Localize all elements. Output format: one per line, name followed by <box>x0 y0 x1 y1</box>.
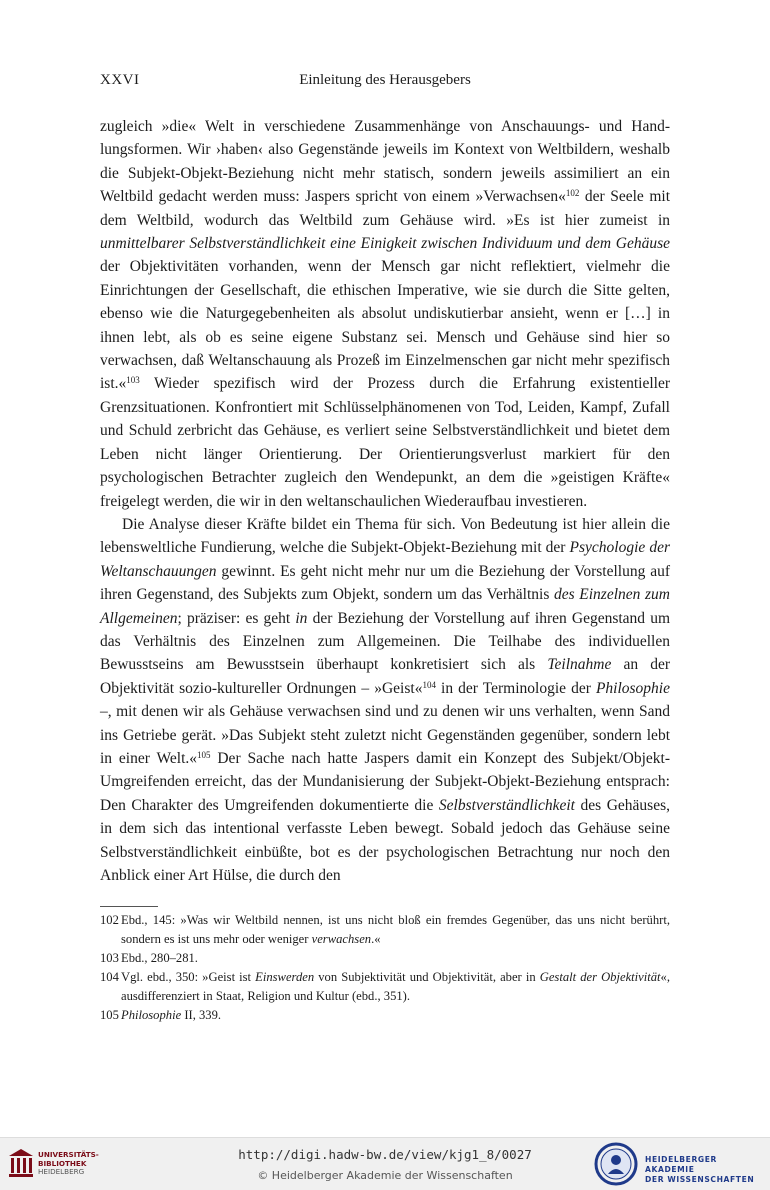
text-run: des Gehäuses, in dem sich das intentional verfasste Leben bewegt. Sobald jedoch das Gehäuse seine Selbstverständlichkeit einbüßte, bot es der psychologischen Betrachtung nur noch den Anblick einer Art Hülse, die durch den <box>100 796 670 884</box>
italic-run: Selbstverständlichkeit <box>438 796 575 814</box>
text-run: Der Sache nach hatte Jaspers damit ein Konzept des Subjekt/Objekt-Umgreifenden erreicht, das der Mundanisierung der Subjekt-Objekt-Beziehung entsprach: Den Charakter des Umgreifenden dokumentierte die <box>100 749 670 814</box>
italic-run: in <box>295 609 308 627</box>
text-run: Ebd., 145: »Was wir Weltbild nennen, ist uns nicht bloß ein fremdes Gegenüber, das uns nicht berührt, sondern es ist uns mehr oder weniger <box>121 913 670 946</box>
footnote-ref-105: 105 <box>197 749 211 760</box>
text-run: der Beziehung der Vorstellung auf ihren Gegenstand um das Verhältnis des Einzelnen zum Allgemeinen. Die Teilhabe des individuellen Bewusstseins am Bewusstsein überhaupt konkretisiert sich als <box>100 609 671 674</box>
library-name-line: UNIVERSITÄTS- <box>38 1150 99 1159</box>
academy-name-line: DER WISSENSCHAFTEN <box>645 1175 755 1184</box>
footnote-text <box>121 1006 670 1025</box>
text-run: Vgl. ebd., 350: »Geist ist <box>121 970 256 984</box>
academy-name-line: HEIDELBERGER AKADEMIE <box>645 1155 717 1174</box>
academy-seal-icon <box>594 1142 638 1186</box>
footnote-text <box>121 968 670 1006</box>
footnote-103 <box>100 949 670 968</box>
main-text <box>100 115 670 887</box>
permalink-url[interactable]: http://digi.hadw-bw.de/view/kjg1_8/0027 <box>238 1147 532 1162</box>
text-run: gewinnt. Es geht nicht mehr nur um die Beziehung der Vorstellung auf ihren Gegenstand, des Subjekts zum Objekt, sondern um das Verhältnis <box>100 562 670 604</box>
academy-name <box>645 1155 764 1185</box>
text-run: der Seele mit dem Weltbild, wodurch das Weltbild zum Gehäuse wird. »Es ist hier zumeist in <box>100 188 670 229</box>
italic-run: Philosophie <box>595 679 670 697</box>
italic-run: Einswerden <box>255 970 315 984</box>
viewer-footer <box>0 1137 770 1190</box>
footnote-number: 104 <box>100 970 119 984</box>
text-run: ; präziser: es geht <box>177 609 296 627</box>
text-run: «, ausdifferenziert in Staat, Religion und Kultur (ebd., 351). <box>121 970 670 1003</box>
running-title: Einleitung des Herausgebers <box>299 72 471 88</box>
paragraph-2 <box>100 513 670 888</box>
paragraph-1 <box>100 115 670 513</box>
footnote-text: Ebd., 280–281. <box>121 951 198 965</box>
italic-run: Gestalt der Objektivität <box>539 970 661 984</box>
library-name-line: HEIDELBERG <box>38 1167 85 1177</box>
footnote-104 <box>100 968 670 1006</box>
footnote-number: 103 <box>100 951 119 965</box>
footnote-number: 105 <box>100 1008 119 1022</box>
copyright-notice: © Heidelberger Akademie der Wissenschaften <box>257 1169 513 1182</box>
footnote-ref-104: 104 <box>422 679 436 690</box>
text-run: II, 339. <box>181 1008 222 1022</box>
text-run: an der Objektivität sozio-kultureller Ordnungen – »Geist« <box>100 656 670 697</box>
italic-run: unmittelbarer Selbstverständlichkeit eine Einigkeit zwischen Individuum und dem Gehäuse <box>100 235 670 253</box>
footnote-divider <box>100 906 158 907</box>
italic-run: Psychologie der Weltanschauungen <box>100 539 670 580</box>
footnote-text <box>121 911 670 949</box>
library-name-line: BIBLIOTHEK <box>38 1158 87 1168</box>
text-run: .« <box>371 932 381 946</box>
italic-run: des Einzelnen zum Allgemeinen <box>100 586 670 627</box>
text-run: Die Analyse dieser Kräfte bildet ein Thema für sich. Von Bedeutung ist hier allein die lebensweltliche Fundierung, welche die Subjekt-Objekt-Beziehung mit der <box>100 515 670 557</box>
text-run: in der Terminologie der <box>435 679 596 697</box>
italic-run: Philosophie <box>121 1008 182 1022</box>
text-run: Wieder spezifisch wird der Prozess durch die Erfahrung existentieller Grenzsituationen. Konfrontiert mit Schlüsselphänomenen von Tod, Leiden, Kampf, Zufall und Schuld zerbricht das Gehäuse, es verliert seine Selbstverständlichkeit und bietet dem Leben nicht länger Orientierung. Der Orientierungsverlust markiert für den psychologischen Betrachter zugleich den Wendepunkt, an dem die »geistigen Kräfte« freigelegt werden, die wir in den weltanschaulichen Wiederaufbau investieren. <box>100 375 670 510</box>
footnote-ref-103: 103 <box>126 375 140 386</box>
page-header <box>100 72 670 92</box>
footnote-102 <box>100 911 670 949</box>
footnote-ref-102: 102 <box>565 188 580 199</box>
text-run: –, mit denen wir als Gehäuse verwachsen sind und zu denen wir uns verhalten, wenn Sand ins Getriebe gerät. »Das Subjekt steht zuletzt nicht Gegenständen gegenüber, sondern lebt in einer Welt.« <box>100 703 670 767</box>
text-run: der Objektivitäten vorhanden, wenn der Mensch gar nicht reflektiert, vielmehr die Einrichtungen der Gesellschaft, die ethischen Imperative, wie sie durch die Sitte gelten, ebenso wie die Naturgegebenheiten als absolut undiskutierbar ansieht, wenn er […] in ihnen lebt, als ob es seine eigene Substanz sei. Mensch und Gehäuse sind hier so verwachsen, daß Weltanschauung als Prozeß im Einzelmenschen gar nicht mehr spezifisch ist.« <box>100 258 670 393</box>
page-number: XXVI <box>100 72 140 88</box>
academy-logo[interactable] <box>594 1142 764 1186</box>
footnotes <box>100 911 670 1025</box>
italic-run: Teilnahme <box>547 656 612 674</box>
italic-run: verwachsen <box>311 932 372 946</box>
text-run: von Subjektivität und Objektivität, aber in <box>314 970 540 984</box>
text-run: zugleich »die« Welt in verschiedene Zusammenhänge von Anschauungs- und Handlungsformen. Wir ›haben‹ also Gegenstände jeweils im Kontext von Weltbildern, weshalb die Subjekt-Objekt-Beziehung nicht mehr statisch, sondern jeweils assimiliert an ein Weltbild gedacht werden muss: Jaspers spricht von einem »Verwachsen« <box>100 118 670 206</box>
footnote-105 <box>100 1006 670 1025</box>
footnote-number: 102 <box>100 913 119 927</box>
